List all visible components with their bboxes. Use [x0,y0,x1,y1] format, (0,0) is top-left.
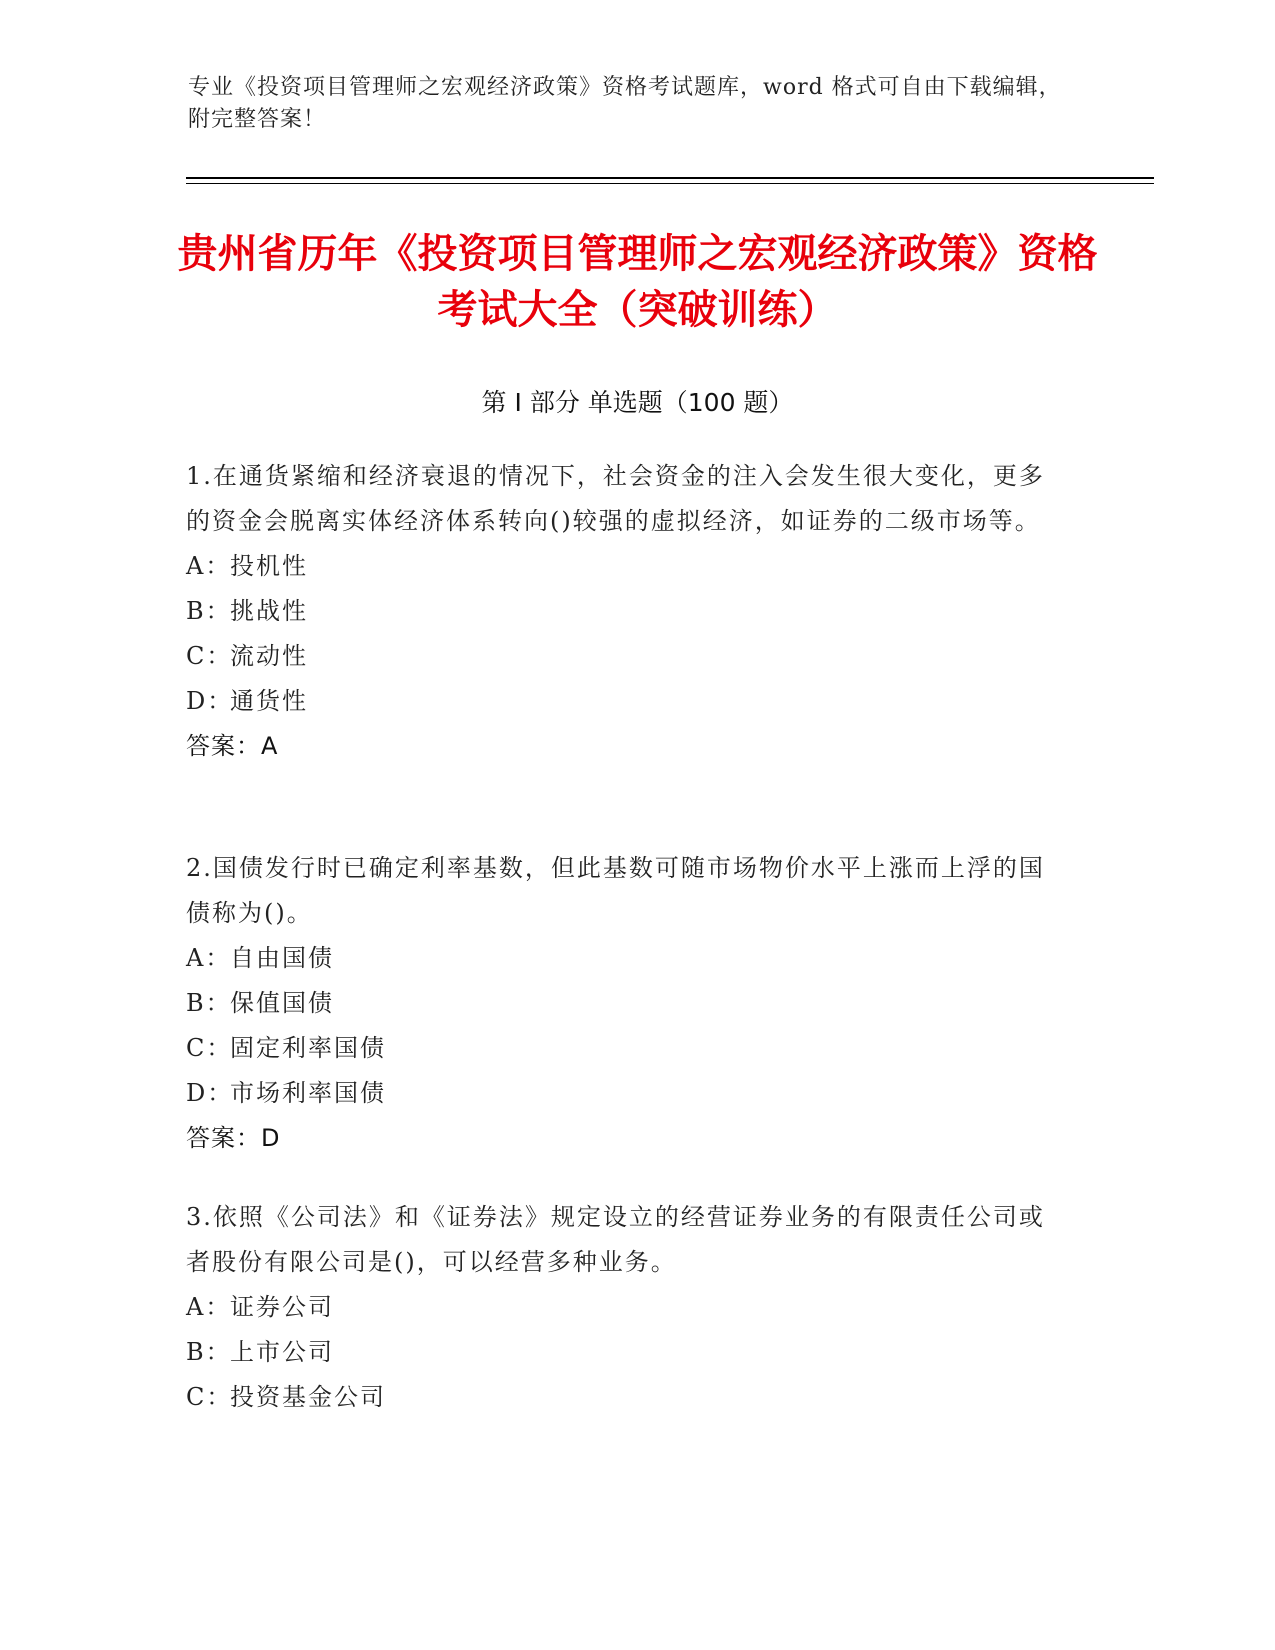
answer-line [186,1116,1066,1161]
answer-label: 答案： [186,732,261,760]
answer-label: 答案： [186,1124,261,1152]
option-b [186,1330,1066,1375]
header-note: 专业《投资项目管理师之宏观经济政策》资格考试题库，word 格式可自由下载编辑，附完整答案！ [188,75,1062,132]
option-a [186,544,1066,589]
option-text: 固定利率国债 [230,1034,386,1062]
option-text: 投资基金公司 [230,1383,386,1411]
option-text: 证券公司 [230,1293,334,1321]
option-text: 挑战性 [230,597,308,625]
header-divider-thick [186,177,1154,179]
answer-value: D [261,1124,280,1152]
question-1 [186,454,1066,769]
answer-line [186,724,1066,769]
option-key: A： [186,1293,232,1321]
question-text: 2.国债发行时已确定利率基数，但此基数可随市场物价水平上涨而上浮的国债称为()。 [186,854,1045,927]
option-key: D： [186,687,234,715]
option-text: 流动性 [230,642,308,670]
option-text: 上市公司 [230,1338,334,1366]
option-text: 自由国债 [230,944,334,972]
option-text: 投机性 [230,552,308,580]
question-2 [186,846,1066,1161]
option-key: D： [186,1079,234,1107]
header-divider-thin [186,183,1154,184]
option-text: 保值国债 [230,989,334,1017]
section-title: 第 I 部分 单选题（100 题） [481,388,794,417]
option-key: A： [186,552,232,580]
option-key: C： [186,1383,233,1411]
answer-value: A [261,732,278,760]
option-d [186,679,1066,724]
option-c [186,1026,1066,1071]
option-c [186,1375,1066,1420]
question-3 [186,1195,1066,1420]
option-a [186,1285,1066,1330]
document-title: 贵州省历年《投资项目管理师之宏观经济政策》资格考试大全（突破训练） [177,231,1098,333]
question-text: 3.依照《公司法》和《证券法》规定设立的经营证券业务的有限责任公司或者股份有限公司是()，可以经营多种业务。 [186,1203,1045,1276]
option-text: 通货性 [230,687,308,715]
question-text: 1.在通货紧缩和经济衰退的情况下，社会资金的注入会发生很大变化，更多的资金会脱离实体经济体系转向()较强的虚拟经济，如证券的二级市场等。 [186,462,1045,535]
option-a [186,936,1066,981]
option-text: 市场利率国债 [230,1079,386,1107]
option-key: A： [186,944,232,972]
option-key: B： [186,989,232,1017]
option-b [186,589,1066,634]
option-key: C： [186,1034,233,1062]
option-key: B： [186,597,232,625]
option-key: B： [186,1338,232,1366]
option-d [186,1071,1066,1116]
option-key: C： [186,642,233,670]
option-b [186,981,1066,1026]
option-c [186,634,1066,679]
